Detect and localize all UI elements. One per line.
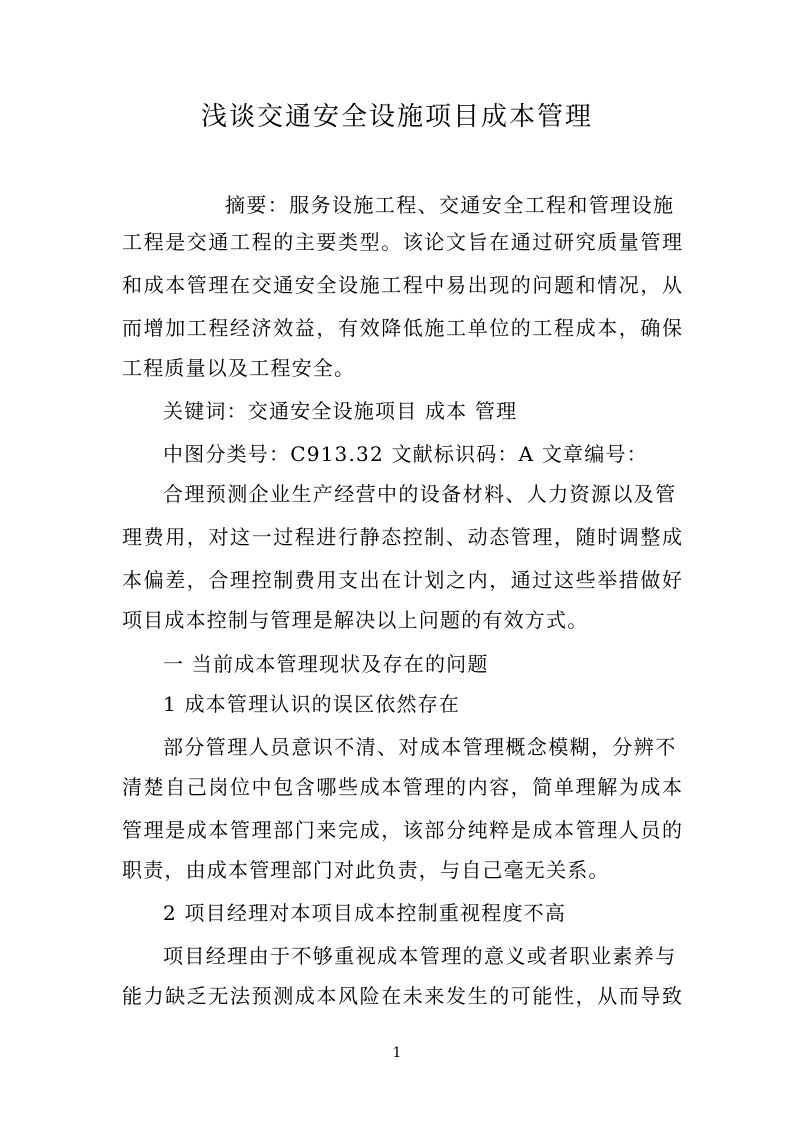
paragraph-line: 项目经理由于不够重视成本管理的意义或者职业素养与 <box>163 944 677 968</box>
paragraph-line: 职责，由成本管理部门对此负责，与自己毫无关系。 <box>122 858 610 882</box>
subsection-heading: 1 成本管理认识的误区依然存在 <box>163 692 461 716</box>
paragraph-line: 清楚自己岗位中包含哪些成本管理的内容，简单理解为成本 <box>122 775 682 799</box>
page-number: 1 <box>392 1045 402 1061</box>
abstract-line: 工程是交通工程的主要类型。该论文旨在通过研究质量管理 <box>122 230 682 254</box>
intro-line: 合理预测企业生产经营中的设备材料、人力资源以及管 <box>163 482 677 506</box>
intro-line: 本偏差，合理控制费用支出在计划之内，通过这些举措做好 <box>122 568 682 592</box>
abstract-line: 和成本管理在交通安全设施工程中易出现的问题和情况，从 <box>122 273 682 297</box>
abstract-line: 工程质量以及工程安全。 <box>122 356 356 380</box>
subsection-heading: 2 项目经理对本项目成本控制重视程度不高 <box>163 901 567 925</box>
abstract-line: 摘要：服务设施工程、交通安全工程和管理设施 <box>225 193 675 217</box>
intro-line: 理费用，对这一过程进行静态控制、动态管理，随时调整成 <box>122 525 682 549</box>
paragraph-line: 部分管理人员意识不清、对成本管理概念模糊，分辨不 <box>163 735 677 759</box>
intro-line: 项目成本控制与管理是解决以上问题的有效方式。 <box>122 608 589 632</box>
keywords: 关键词：交通安全设施项目 成本 管理 <box>163 399 518 423</box>
document-title: 浅谈交通安全设施项目成本管理 <box>200 102 593 132</box>
paragraph-line: 能力缺乏无法预测成本风险在未来发生的可能性，从而导致 <box>122 984 682 1008</box>
paragraph-line: 管理是成本管理部门来完成，该部分纯粹是成本管理人员的 <box>122 818 682 842</box>
section-heading: 一 当前成本管理现状及存在的问题 <box>163 652 489 676</box>
abstract-line: 而增加工程经济效益，有效降低施工单位的工程成本，确保 <box>122 316 682 340</box>
classification: 中图分类号：C913.32 文献标识码：A 文章编号： <box>163 442 648 466</box>
